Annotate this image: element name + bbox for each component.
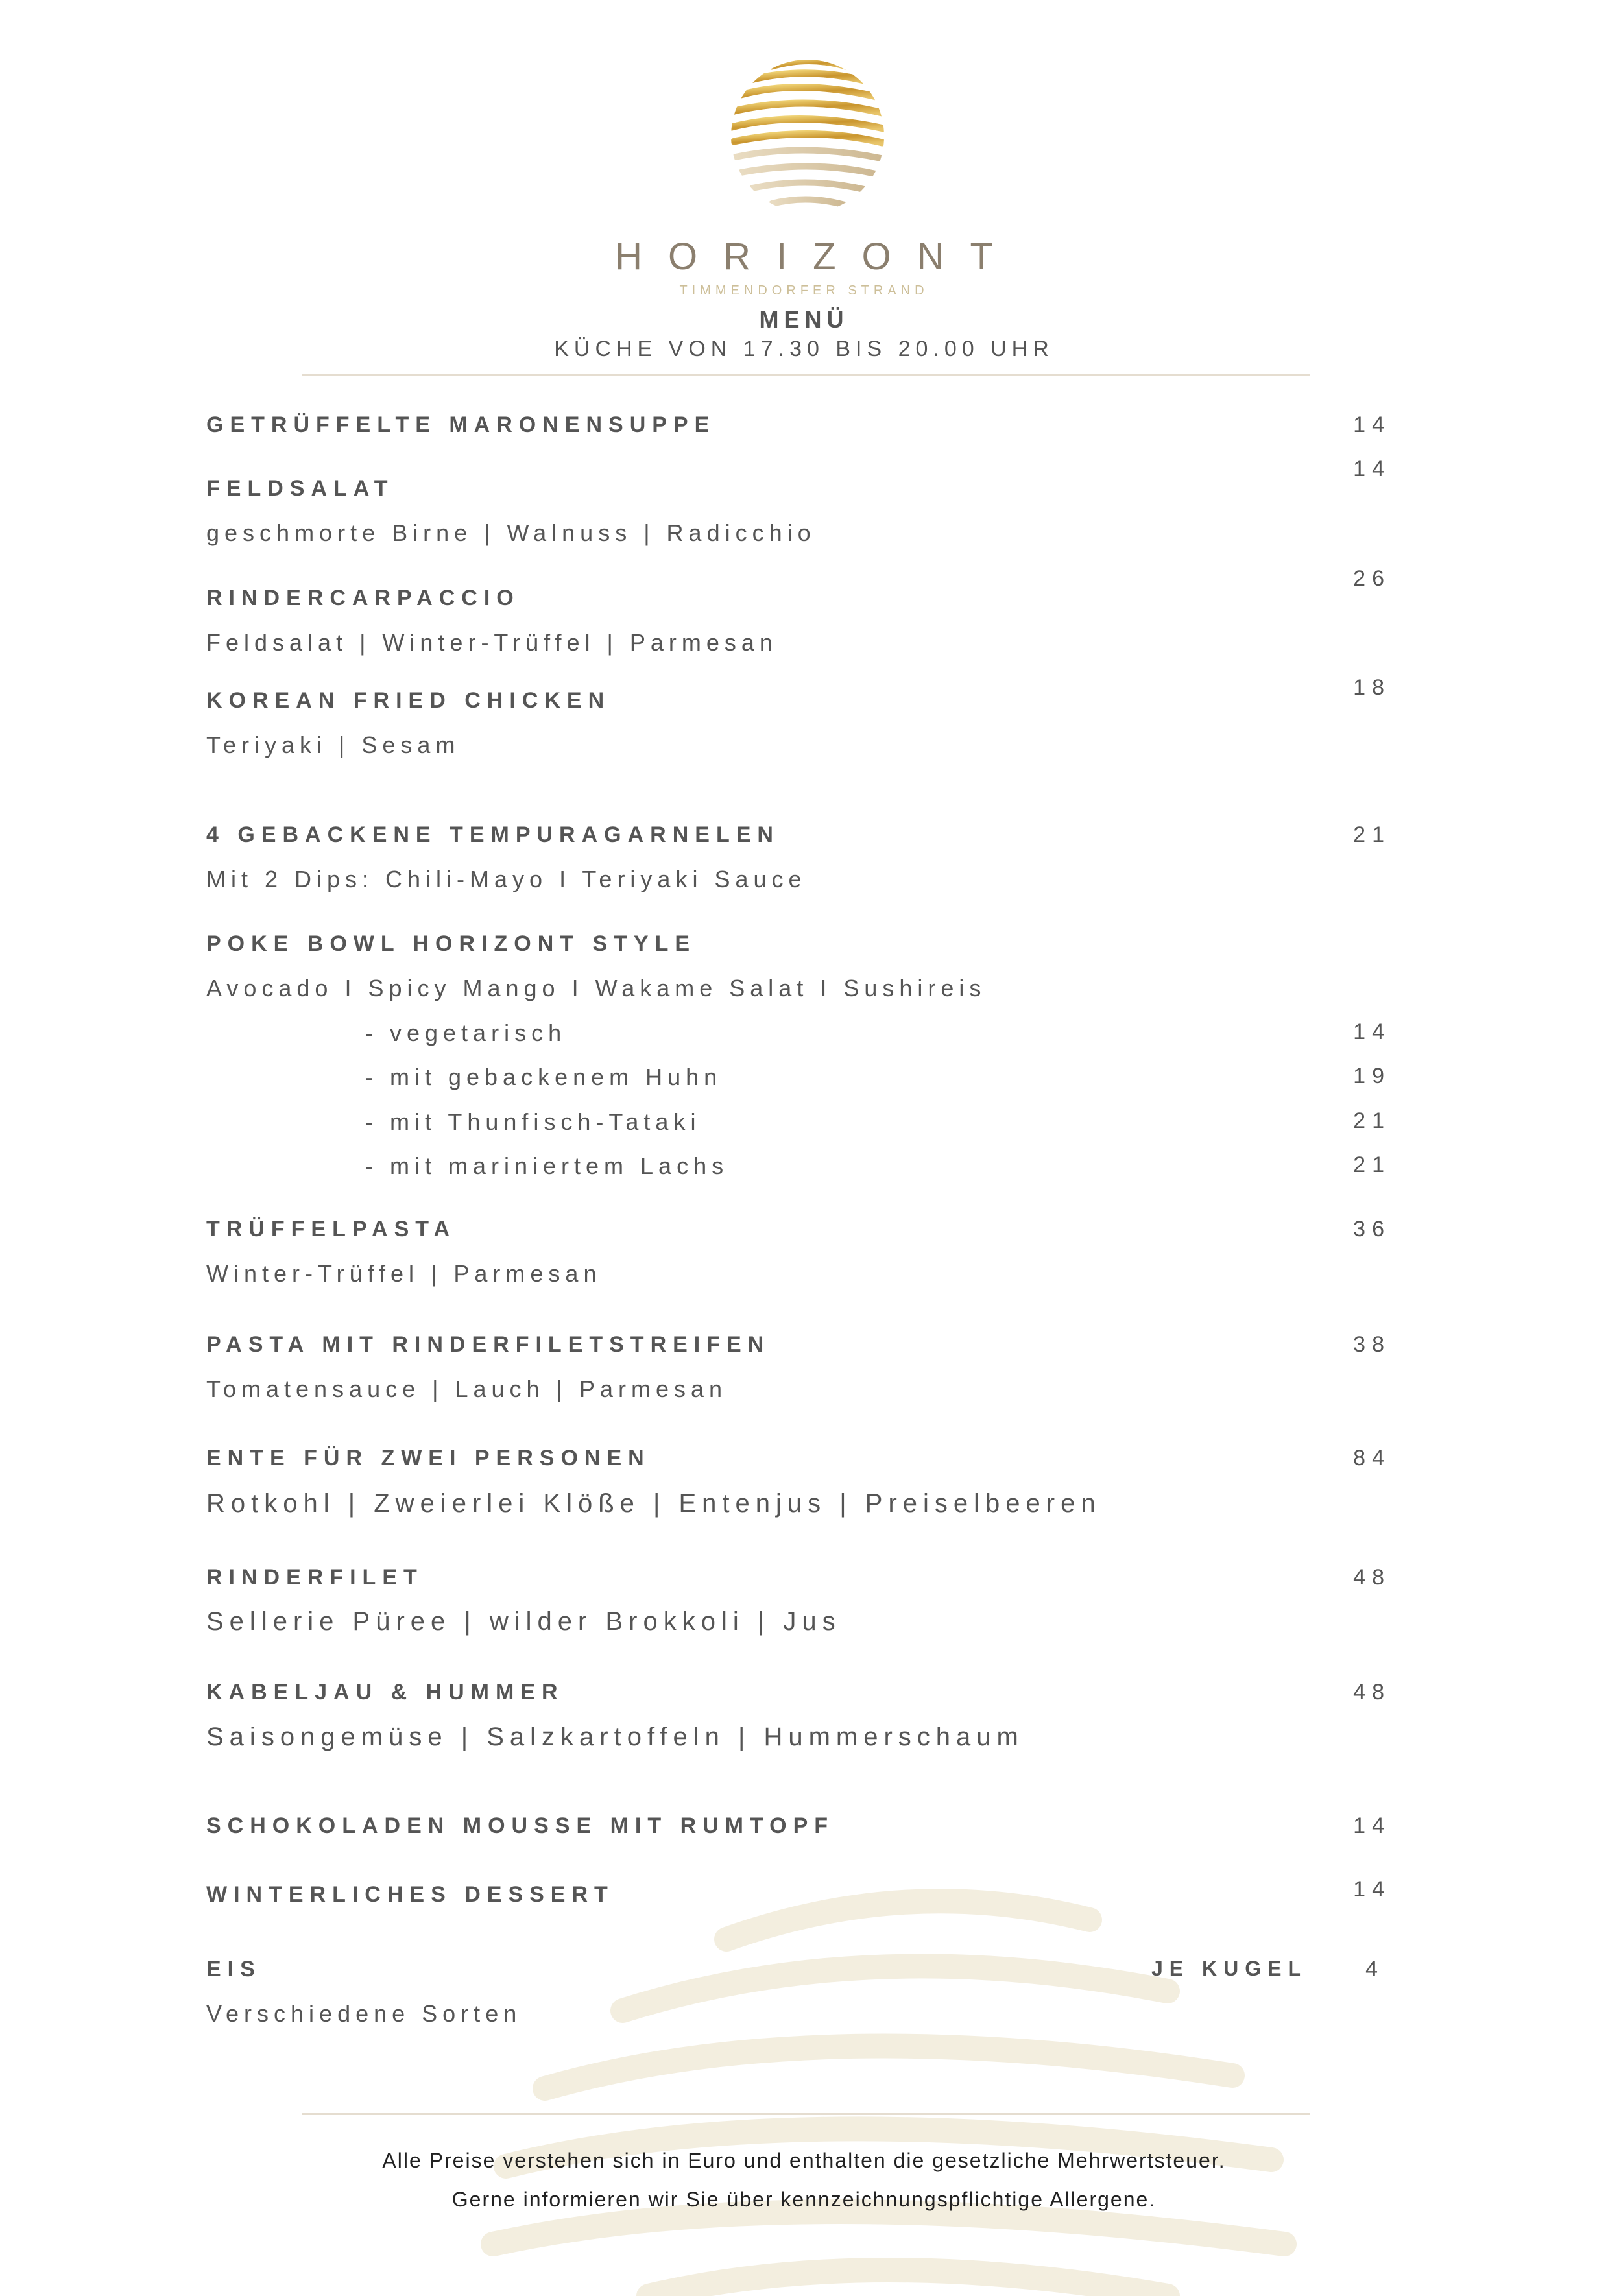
header-divider: [302, 374, 1310, 376]
background-wave-watermark: [454, 1881, 1297, 2296]
menu-item-name: SCHOKOLADEN MOUSSE MIT RUMTOPF: [206, 1813, 835, 1838]
menu-item-description: Rotkohl | Zweierlei Klöße | Entenjus | Preiselbeeren: [206, 1489, 1101, 1518]
menu-option-price: 21: [1353, 1108, 1391, 1133]
menu-item-name: KABELJAU & HUMMER: [206, 1680, 564, 1704]
footer-allergen-note: Gerne informieren wir Sie über kennzeichnungspflichtige Allergene.: [451, 2188, 1157, 2211]
menu-item-price: 48: [1353, 1565, 1391, 1590]
menu-item-description: geschmorte Birne | Walnuss | Radicchio: [206, 520, 816, 546]
footer-price-note: Alle Preise verstehen sich in Euro und enthalten die gesetzliche Mehrwertsteuer.: [382, 2149, 1226, 2172]
menu-item-price: 4: [1365, 1957, 1384, 1981]
menu-item-description: Feldsalat | Winter-Trüffel | Parmesan: [206, 629, 778, 656]
menu-item-description: Tomatensauce | Lauch | Parmesan: [206, 1376, 728, 1402]
brand-subtitle: TIMMENDORFER STRAND: [679, 283, 929, 298]
menu-item-name: 4 GEBACKENE TEMPURAGARNELEN: [206, 822, 780, 847]
menu-item-price: 18: [1353, 675, 1391, 700]
menu-item-price: 38: [1353, 1332, 1391, 1357]
kitchen-hours: KÜCHE VON 17.30 BIS 20.00 UHR: [554, 337, 1054, 361]
menu-item-name: RINDERFILET: [206, 1565, 424, 1590]
menu-item-price: 48: [1353, 1680, 1391, 1704]
menu-item-description: Verschiedene Sorten: [206, 2000, 522, 2027]
menu-option-price: 19: [1353, 1064, 1391, 1088]
menu-title: MENÜ: [759, 306, 849, 333]
menu-option-label: - vegetarisch: [365, 1020, 567, 1046]
menu-item-name: EIS: [206, 1957, 261, 1981]
menu-item-name: WINTERLICHES DESSERT: [206, 1882, 614, 1907]
menu-item-description: Avocado I Spicy Mango I Wakame Salat I Sushireis: [206, 975, 987, 1001]
menu-item-name: PASTA MIT RINDERFILETSTREIFEN: [206, 1332, 771, 1357]
menu-item-price: 21: [1353, 822, 1391, 847]
menu-option-price: 14: [1353, 1020, 1391, 1044]
menu-item-description: Winter-Trüffel | Parmesan: [206, 1260, 602, 1287]
menu-item-description: Mit 2 Dips: Chili-Mayo I Teriyaki Sauce: [206, 866, 807, 892]
menu-item-name: TRÜFFELPASTA: [206, 1217, 457, 1241]
menu-option-label: - mit mariniertem Lachs: [365, 1153, 729, 1179]
menu-item-description: Saisongemüse | Salzkartoffeln | Hummerschaum: [206, 1723, 1024, 1751]
menu-item-name: GETRÜFFELTE MARONENSUPPE: [206, 413, 716, 437]
menu-item-price: 84: [1353, 1446, 1391, 1470]
menu-item-name: ENTE FÜR ZWEI PERSONEN: [206, 1446, 651, 1470]
menu-item-description: Sellerie Püree | wilder Brokkoli | Jus: [206, 1607, 841, 1636]
menu-item-price: 14: [1353, 413, 1391, 437]
menu-option-label: - mit gebackenem Huhn: [365, 1064, 723, 1090]
menu-item-price: 14: [1353, 1877, 1391, 1902]
footer-divider: [302, 2113, 1310, 2115]
menu-item-price: 14: [1353, 457, 1391, 481]
brand-name: HORIZONT: [615, 235, 1019, 278]
menu-item-name: KOREAN FRIED CHICKEN: [206, 688, 611, 713]
menu-item-price: 36: [1353, 1217, 1391, 1241]
menu-option-label: - mit Thunfisch-Tataki: [365, 1108, 701, 1135]
menu-item-description: Teriyaki | Sesam: [206, 732, 461, 758]
menu-item-name: RINDERCARPACCIO: [206, 586, 520, 610]
menu-item-price: 14: [1353, 1813, 1391, 1838]
wave-sphere-logo: [726, 58, 889, 214]
menu-item-price: 26: [1353, 566, 1391, 591]
menu-option-price: 21: [1353, 1153, 1391, 1177]
menu-item-name: FELDSALAT: [206, 476, 394, 501]
menu-item-name: POKE BOWL HORIZONT STYLE: [206, 931, 697, 956]
menu-item-unit: JE KUGEL: [1151, 1957, 1308, 1980]
